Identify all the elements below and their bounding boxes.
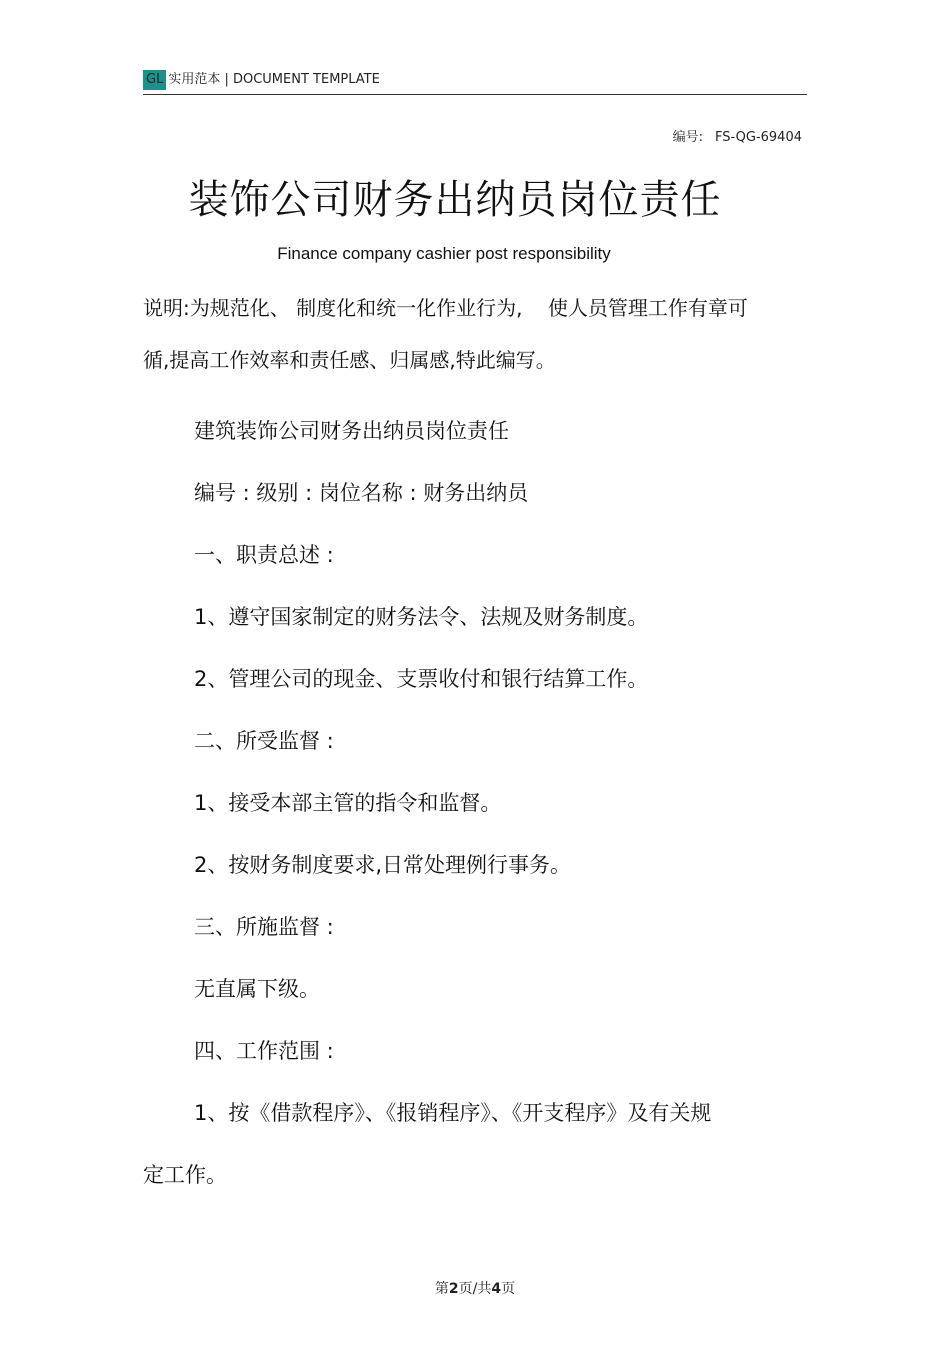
position-info: 编号 : 级别 : 岗位名称 : 财务出纳员 [194,481,529,505]
footer-prefix: 第 [434,1281,449,1297]
section-title-4: 四、工作范围 : [194,1039,334,1063]
document-body [143,400,803,1206]
list-item: 2、管理公司的现金、支票收付和银行结算工作。 [194,667,649,691]
footer-mid: 页/共 [458,1281,492,1297]
list-item: 2、按财务制度要求,日常处理例行事务。 [194,853,572,877]
header-text: 实用范本 | DOCUMENT TEMPLATE [168,72,380,87]
document-number-value: FS-QG-69404 [714,130,802,145]
list-item: 1、遵守国家制定的财务法令、法规及财务制度。 [194,605,649,629]
current-page: 2 [448,1281,459,1297]
document-number [673,126,802,145]
list-item-continuation: 定工作。 [143,1163,227,1187]
section-title-2: 二、所受监督 : [194,729,334,753]
page-footer [0,1278,950,1298]
total-pages: 4 [491,1281,502,1297]
page-header [143,70,807,95]
list-item: 1、接受本部主管的指令和监督。 [194,791,502,815]
list-item: 1、按《借款程序》、《报销程序》、《开支程序》及有关规 [194,1101,712,1125]
section-heading: 建筑装饰公司财务出纳员岗位责任 [194,419,509,443]
intro-paragraph [143,282,803,386]
section-title-1: 一、职责总述 : [194,543,334,567]
footer-suffix: 页 [501,1281,516,1297]
document-title: 装饰公司财务出纳员岗位责任 [188,177,722,223]
logo-badge: GL [143,70,166,90]
section-title-3: 三、所施监督 : [194,915,334,939]
intro-line-2: 循,提高工作效率和责任感、归属感,特此编写。 [143,348,556,372]
document-number-label: 编号: [672,130,703,145]
list-item: 无直属下级。 [194,977,320,1001]
document-subtitle: Finance company cashier post responsibility [277,244,611,263]
intro-line-1: 说明:为规范化、 制度化和统一化作业行为, 使人员管理工作有章可 [143,296,748,320]
